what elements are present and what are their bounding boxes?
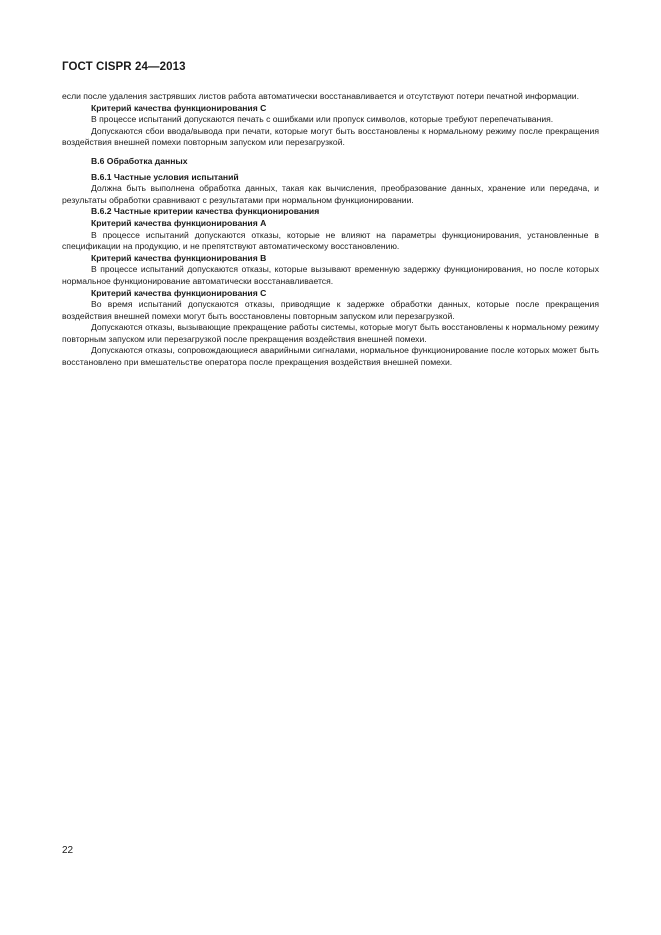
paragraph-continuation: если после удаления застрявших листов работа автоматически восстанавливается и отсутствуют потери печатной информации. [62, 91, 579, 101]
paragraph: Допускаются отказы, сопровождающиеся аварийными сигналами, нормальное функционирование после которых может быть восстановлено при вмешательстве оператора после прекращения воздействия внешней помехи. [62, 345, 599, 368]
document-header: ГОСТ CISPR 24—2013 [62, 61, 186, 73]
paragraph: Допускаются сбои ввода/вывода при печати, которые могут быть восстановлены к нормальному режиму после прекращения воздействия внешней помехи повторным запуском или перезагрузкой. [62, 125, 599, 148]
paragraph: Должна быть выполнена обработка данных, такая как вычисления, преобразование данных, хранение или передача, и результаты обработки сравнивают с результатами при нормальном функционировании. [62, 183, 599, 205]
page-number: 22 [62, 845, 74, 856]
heading-criterion-c: Критерий качества функционирования С [91, 102, 267, 113]
section-heading-b6: В.6 Обработка данных [91, 155, 188, 166]
document-body [62, 91, 599, 369]
heading-criterion-a: Критерий качества функционирования А [91, 217, 267, 228]
paragraph: В процессе испытаний допускаются печать с ошибками или пропуск символов, которые требуют перепечатывания. [91, 114, 554, 125]
paragraph: Во время испытаний допускаются отказы, приводящие к задержке обработки данных, которые после прекращения воздействия внешней помехи могут быть восстановлены повторным запуском или перезагрузкой. [62, 299, 599, 321]
heading-criterion-b: Критерий качества функционирования В [91, 252, 267, 263]
heading-criterion-c: Критерий качества функционирования С [91, 287, 267, 298]
paragraph: В процессе испытаний допускаются отказы, которые вызывают временную задержку функционирования, но после которых нормальное функционирование автоматически восстанавливается. [62, 264, 599, 286]
subsection-heading-b6-2: В.6.2 Частные критерии качества функционирования [91, 206, 320, 217]
paragraph: Допускаются отказы, вызывающие прекращение работы системы, которые могут быть восстановлены к нормальному режиму повторным запуском или перезагрузкой после прекращения воздействия внешней помехи. [62, 322, 599, 344]
subsection-heading-b6-1: В.6.1 Частные условия испытаний [91, 171, 239, 182]
paragraph: В процессе испытаний допускаются отказы, которые не влияют на параметры функционирования, установленные в спецификации на продукцию, и не препятствуют автоматическому восстановлению. [62, 229, 599, 252]
